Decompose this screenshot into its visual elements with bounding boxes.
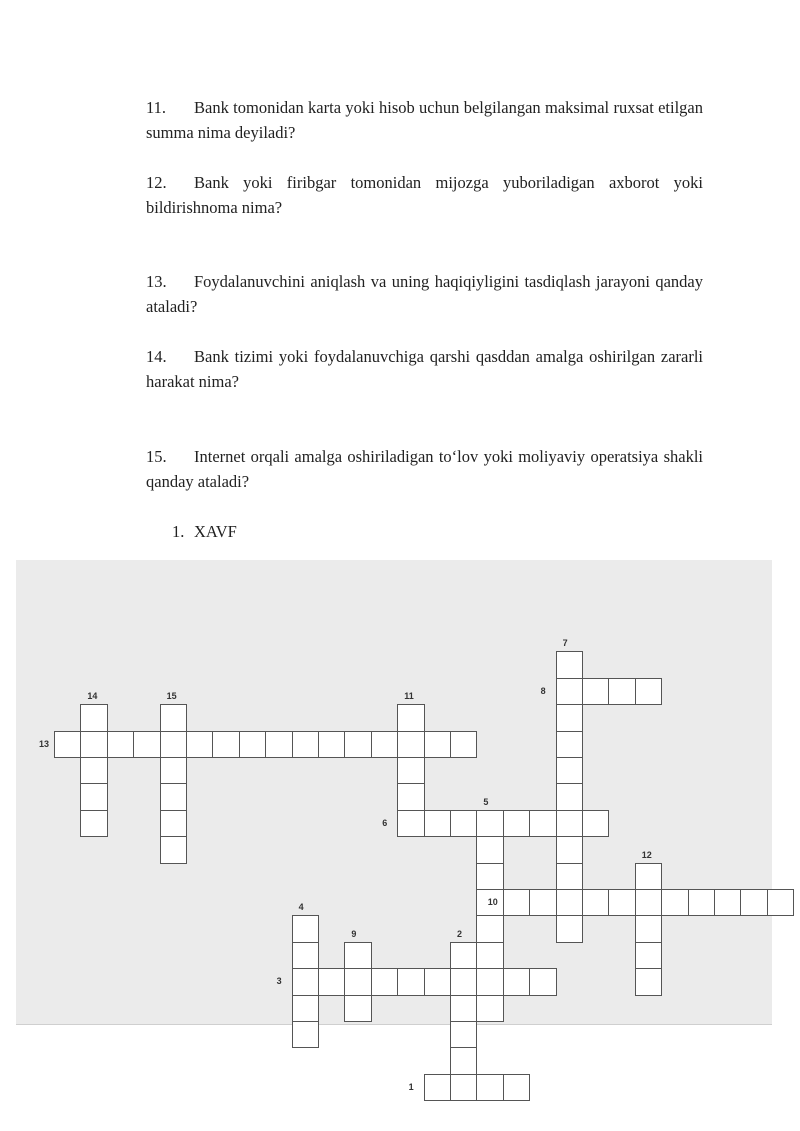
question-number: 11. <box>146 98 167 117</box>
crossword-cell[interactable] <box>688 889 715 916</box>
crossword-cell[interactable] <box>476 968 503 995</box>
question-number: 14. <box>146 347 167 366</box>
crossword-cell[interactable] <box>160 757 187 784</box>
crossword-cell[interactable] <box>160 731 187 758</box>
question-text: Bank tizimi yoki foydalanuvchiga qarshi qasddan amalga oshirilgan zararli harakat nima? <box>146 347 703 391</box>
clue-number: 8 <box>540 685 546 696</box>
crossword-cell[interactable] <box>476 863 503 890</box>
crossword-cell[interactable] <box>292 968 319 995</box>
crossword-cell[interactable] <box>160 836 187 863</box>
crossword-cell[interactable] <box>265 731 292 758</box>
clue-number: 10 <box>487 897 498 907</box>
crossword-cell[interactable] <box>450 731 477 758</box>
crossword-cell[interactable] <box>344 995 371 1022</box>
crossword-grid <box>16 560 772 1092</box>
crossword-cell[interactable] <box>397 704 424 731</box>
crossword-cell[interactable] <box>450 810 477 837</box>
answer-number: 1. <box>172 522 185 541</box>
question-text: Internet orqali amalga oshiriladigan to‘lov yoki moliyaviy operatsiya shakli qanday ataladi? <box>146 447 703 491</box>
clue-number: 11 <box>404 691 414 702</box>
crossword-cell[interactable] <box>556 836 583 863</box>
clue-number: 9 <box>351 928 357 939</box>
crossword-cell[interactable] <box>424 1074 451 1101</box>
crossword-cell[interactable] <box>186 731 213 758</box>
crossword-cell[interactable] <box>292 942 319 969</box>
crossword-cell[interactable] <box>450 968 477 995</box>
crossword-cell[interactable] <box>160 783 187 810</box>
crossword-cell[interactable] <box>292 1021 319 1048</box>
question-text: Foydalanuvchini aniqlash va uning haqiqiyligini tasdiqlash jarayoni qanday ataladi? <box>146 272 703 316</box>
clue-number: 15 <box>166 691 177 702</box>
crossword-cell[interactable] <box>450 1047 477 1074</box>
question-text: Bank tomonidan karta yoki hisob uchun belgilangan maksimal ruxsat etilgan summa nima deyiladi? <box>146 98 703 142</box>
question-11 <box>146 95 703 145</box>
crossword-cell[interactable] <box>476 810 503 837</box>
crossword-cell[interactable] <box>344 731 371 758</box>
crossword-cell[interactable] <box>503 810 530 837</box>
question-number: 15. <box>146 447 167 466</box>
crossword-cell[interactable] <box>608 889 635 916</box>
crossword-cell[interactable] <box>292 731 319 758</box>
crossword-cell[interactable] <box>635 968 662 995</box>
crossword-cell[interactable] <box>80 704 107 731</box>
crossword-cell[interactable] <box>476 836 503 863</box>
crossword-cell[interactable] <box>635 889 662 916</box>
crossword-cell[interactable] <box>450 1074 477 1101</box>
crossword-cell[interactable] <box>397 968 424 995</box>
crossword-cell[interactable] <box>292 915 319 942</box>
clue-number: 6 <box>382 817 388 828</box>
crossword-cell[interactable] <box>239 731 266 758</box>
clue-number: 13 <box>39 738 50 749</box>
clue-number: 4 <box>298 902 304 913</box>
crossword-cell[interactable] <box>318 731 345 758</box>
clue-number: 12 <box>641 849 652 860</box>
clue-number: 1 <box>408 1081 414 1092</box>
crossword-cell[interactable] <box>80 731 107 758</box>
crossword-cell[interactable] <box>476 1074 503 1101</box>
answer-text: XAVF <box>194 522 237 541</box>
crossword-cell[interactable] <box>160 810 187 837</box>
crossword-cell[interactable] <box>582 810 609 837</box>
crossword-cell[interactable] <box>714 889 741 916</box>
clue-number: 14 <box>87 691 98 702</box>
question-text: Bank yoki firibgar tomonidan mijozga yuboriladigan axborot yoki bildirishnoma nima? <box>146 173 703 217</box>
clue-number: 7 <box>562 638 568 649</box>
crossword-cell[interactable] <box>529 889 556 916</box>
crossword-cell[interactable] <box>529 810 556 837</box>
question-number: 13. <box>146 272 167 291</box>
crossword-cell[interactable] <box>556 704 583 731</box>
crossword-cell[interactable] <box>503 968 530 995</box>
crossword-cell[interactable] <box>635 678 662 705</box>
crossword-cell[interactable] <box>344 942 371 969</box>
crossword-cell[interactable] <box>556 731 583 758</box>
crossword-cell[interactable] <box>661 889 688 916</box>
question-13 <box>146 269 703 319</box>
crossword-cell[interactable] <box>556 889 583 916</box>
crossword-cell[interactable] <box>424 968 451 995</box>
crossword-cell[interactable] <box>556 757 583 784</box>
crossword-cell[interactable] <box>503 889 530 916</box>
crossword-cell[interactable] <box>212 731 239 758</box>
crossword-cell[interactable] <box>450 942 477 969</box>
clue-number: 2 <box>457 928 463 939</box>
question-14 <box>146 344 703 394</box>
crossword-cell[interactable] <box>582 889 609 916</box>
crossword-cell[interactable] <box>107 731 134 758</box>
crossword-cell[interactable] <box>397 757 424 784</box>
answer-1 <box>172 519 237 544</box>
crossword-cell[interactable] <box>556 651 583 678</box>
crossword-cell[interactable] <box>292 995 319 1022</box>
crossword-cell[interactable] <box>397 783 424 810</box>
crossword-cell[interactable] <box>371 731 398 758</box>
crossword-cell[interactable] <box>160 704 187 731</box>
crossword-cell[interactable] <box>635 863 662 890</box>
crossword-cell[interactable] <box>80 757 107 784</box>
crossword-cell[interactable] <box>582 678 609 705</box>
crossword-cell[interactable] <box>397 731 424 758</box>
question-number: 12. <box>146 173 167 192</box>
crossword-cell[interactable] <box>450 995 477 1022</box>
crossword-cell[interactable] <box>608 678 635 705</box>
crossword-cell[interactable] <box>133 731 160 758</box>
crossword-cell[interactable] <box>529 968 556 995</box>
crossword-cell[interactable] <box>503 1074 530 1101</box>
crossword-cell[interactable] <box>556 863 583 890</box>
crossword-cell[interactable] <box>556 783 583 810</box>
crossword-cell[interactable] <box>424 731 451 758</box>
crossword-cell[interactable] <box>80 810 107 837</box>
crossword-cell[interactable] <box>476 942 503 969</box>
crossword-cell[interactable] <box>397 810 424 837</box>
clue-number: 5 <box>483 796 489 807</box>
crossword-cell[interactable] <box>476 995 503 1022</box>
crossword-cell[interactable] <box>767 889 794 916</box>
crossword-cell[interactable] <box>556 915 583 942</box>
crossword-cell[interactable] <box>556 678 583 705</box>
crossword-cell[interactable] <box>635 915 662 942</box>
crossword-cell[interactable] <box>424 810 451 837</box>
crossword-cell[interactable] <box>54 731 81 758</box>
question-15 <box>146 444 703 494</box>
crossword-cell[interactable] <box>450 1021 477 1048</box>
crossword-cell[interactable] <box>80 783 107 810</box>
crossword-cell[interactable] <box>371 968 398 995</box>
crossword-cell[interactable] <box>635 942 662 969</box>
crossword-cell[interactable] <box>556 810 583 837</box>
question-12 <box>146 170 703 220</box>
crossword-cell[interactable] <box>318 968 345 995</box>
crossword-cell[interactable] <box>344 968 371 995</box>
crossword-cell[interactable] <box>740 889 767 916</box>
crossword-cell[interactable] <box>476 915 503 942</box>
clue-number: 3 <box>276 976 282 987</box>
